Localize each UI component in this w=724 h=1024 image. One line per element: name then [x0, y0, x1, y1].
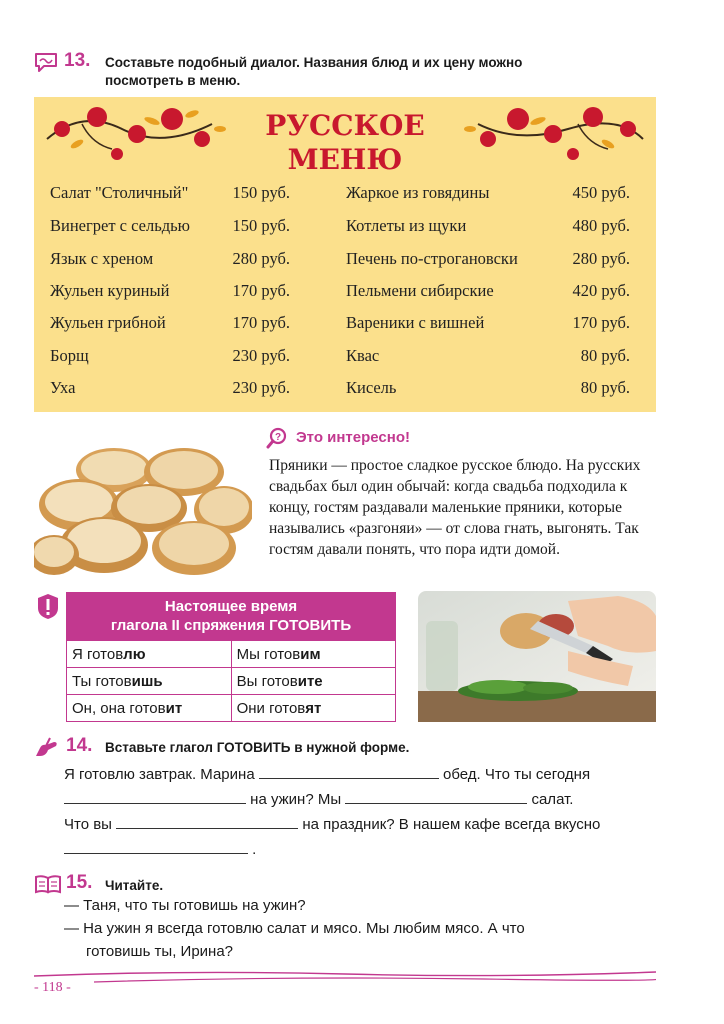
- exercise-13-line2: посмотреть в меню.: [105, 73, 241, 88]
- dish-name: Салат "Столичный": [50, 183, 189, 202]
- dialog-line-3: готовишь ты, Ирина?: [86, 943, 234, 960]
- answer-blank[interactable]: [64, 839, 248, 854]
- dish-price: 170 руб.: [232, 313, 290, 332]
- dish-name: Жульен куриный: [50, 281, 170, 300]
- dish-name: Пельмени сибирские: [346, 281, 494, 300]
- dish-name: Жаркое из говядины: [346, 183, 490, 202]
- answer-blank[interactable]: [116, 814, 298, 829]
- writing-hand-icon: [34, 736, 60, 758]
- dish-price: 150 руб.: [232, 216, 290, 235]
- dialog-line-1: — Таня, что ты готовишь на ужин?: [64, 897, 306, 914]
- table-cell: Ты готовишь: [67, 668, 232, 695]
- floral-ornament-left-icon: [42, 99, 232, 169]
- exercise-13-instruction: [105, 54, 665, 90]
- gingerbread-image: [34, 440, 252, 580]
- exercise-14-line-4: .: [64, 837, 664, 862]
- conjugation-table: [66, 640, 396, 722]
- exercise-15-number: 15.: [66, 872, 93, 893]
- dish-price: 230 руб.: [232, 378, 290, 397]
- dish-name: Уха: [50, 378, 76, 397]
- exercise-15-instruction: Читайте.: [105, 878, 164, 893]
- dish-price: 230 руб.: [232, 346, 290, 365]
- dish-name: Котлеты из щуки: [346, 216, 467, 235]
- dish-price: 170 руб.: [232, 281, 290, 300]
- interesting-title: Это интересно!: [296, 429, 410, 446]
- dish-name: Квас: [346, 346, 380, 365]
- interesting-text: Пряники — простое сладкое русское блюдо. На русских свадьбах был один обычай: когда свадьба подходила к концу, гостям раздавали маленькие пряники, которые назывались «разгоняи» — от слова гнать, выгонять. Так гостям давали понять, что пора идти домой.: [269, 457, 641, 558]
- dish-name: Кисель: [346, 378, 397, 397]
- dish-price: 450 руб.: [572, 183, 630, 202]
- answer-blank[interactable]: [259, 764, 439, 779]
- table-cell: Они готовят: [231, 695, 395, 722]
- dish-price: 280 руб.: [572, 249, 630, 268]
- menu-title-line2: МЕНЮ: [287, 143, 403, 176]
- answer-blank[interactable]: [345, 789, 527, 804]
- conjugation-header-line2: глагола II спряжения ГОТОВИТЬ: [110, 617, 352, 634]
- conjugation-header: [66, 592, 396, 640]
- answer-blank[interactable]: [64, 789, 246, 804]
- table-row: [67, 641, 396, 668]
- dish-price: 280 руб.: [232, 249, 290, 268]
- dish-price: 420 руб.: [572, 281, 630, 300]
- page-number: - 118 -: [34, 980, 71, 995]
- dish-name: Жульен грибной: [50, 313, 166, 332]
- dialog-icon: [34, 52, 58, 72]
- table-cell: Он, она готовит: [67, 695, 232, 722]
- magnifier-question-icon: [266, 427, 288, 449]
- attention-icon: [34, 592, 62, 620]
- dish-name: Печень по-строгановски: [346, 249, 518, 268]
- dish-price: 480 руб.: [572, 216, 630, 235]
- menu-title-line1: РУССКОЕ: [265, 109, 425, 142]
- cooking-photo: [418, 591, 656, 722]
- dish-price: 150 руб.: [232, 183, 290, 202]
- table-row: [67, 695, 396, 722]
- exercise-14-line-3: Что вы на праздник? В нашем кафе всегда вкусно: [64, 816, 601, 833]
- conjugation-header-line1: Настоящее время: [164, 598, 298, 615]
- exercise-14-number: 14.: [66, 735, 93, 756]
- svg-text:?: ?: [274, 432, 282, 443]
- dish-name: Борщ: [50, 346, 89, 365]
- dish-price: 80 руб.: [580, 346, 630, 365]
- exercise-13-line1: Составьте подобный диалог. Названия блюд и их цену можно: [105, 55, 523, 70]
- floral-ornament-right-icon: [458, 99, 648, 169]
- exercise-14-line-1: Я готовлю завтрак. Марина обед. Что ты сегодня: [64, 766, 591, 783]
- menu-title: [245, 109, 445, 177]
- russian-menu: [34, 97, 656, 412]
- dish-price: 80 руб.: [580, 378, 630, 397]
- open-book-icon: [34, 874, 62, 894]
- exercise-14-instruction: Вставьте глагол ГОТОВИТЬ в нужной форме.: [105, 740, 410, 755]
- dish-name: Язык с хреном: [50, 249, 154, 268]
- dialog-line-2: — На ужин я всегда готовлю салат и мясо. Мы любим мясо. А что: [64, 920, 525, 937]
- table-row: [67, 668, 396, 695]
- exercise-14-line-2: на ужин? Мы салат.: [64, 787, 664, 812]
- dish-name: Винегрет с сельдью: [50, 216, 190, 235]
- table-cell: Вы готовите: [231, 668, 395, 695]
- dish-price: 170 руб.: [572, 313, 630, 332]
- footer-decoration: [34, 966, 656, 986]
- table-cell: Я готовлю: [67, 641, 232, 668]
- dish-name: Вареники с вишней: [346, 313, 485, 332]
- exercise-13-number: 13.: [64, 50, 91, 71]
- table-cell: Мы готовим: [231, 641, 395, 668]
